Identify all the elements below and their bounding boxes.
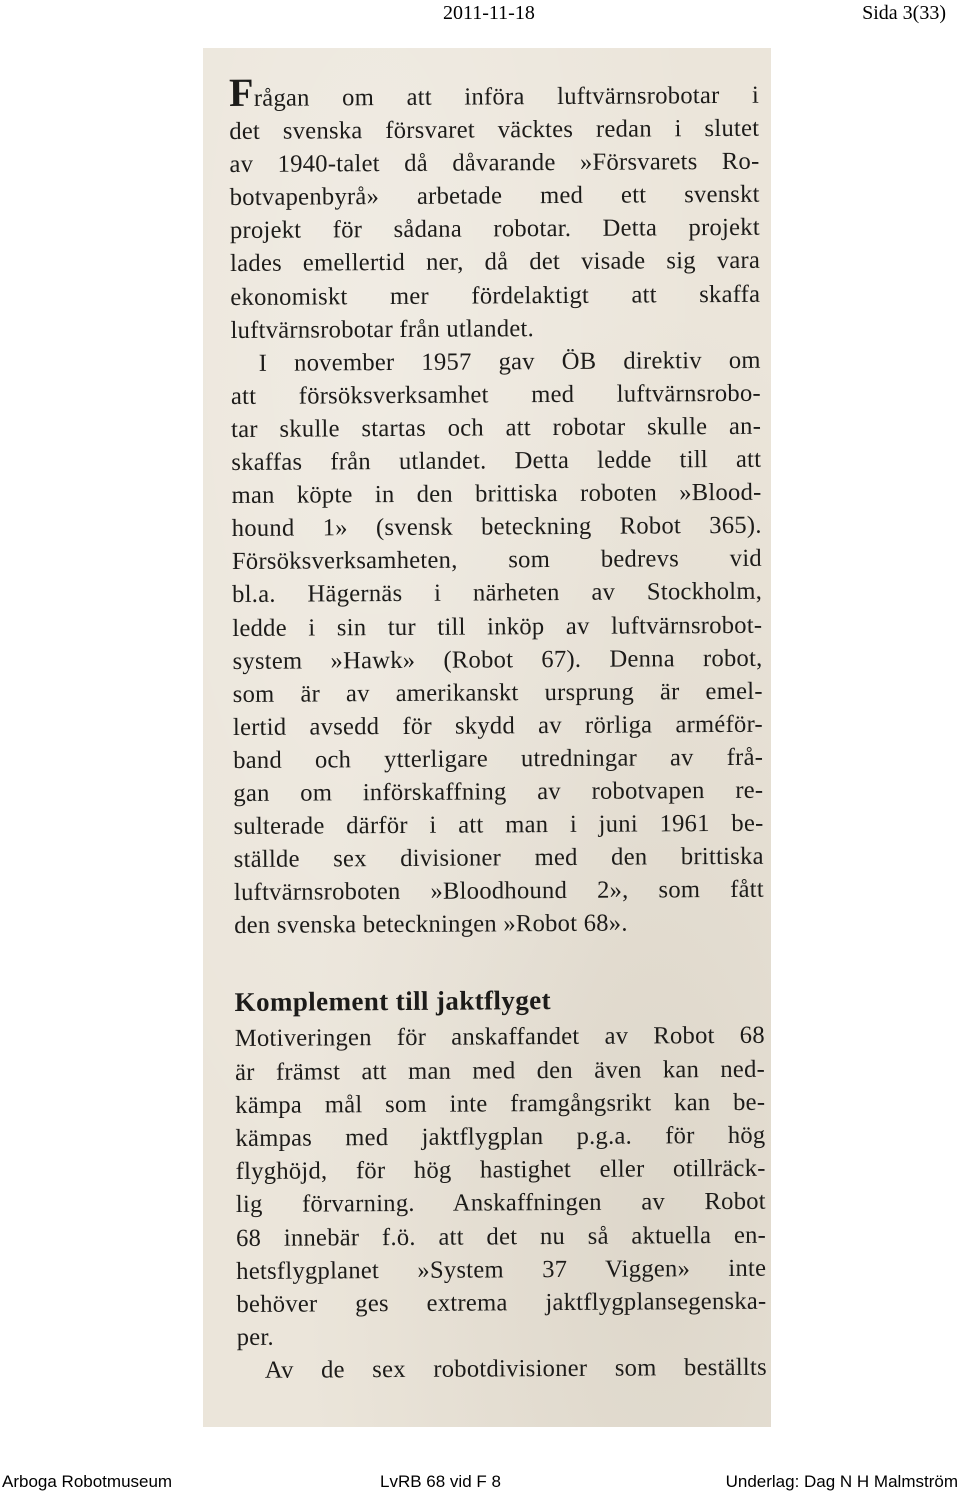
article-line: tar skulle startas och att robotar skulle an-: [231, 412, 762, 443]
article-line: kämpa mål som inte framgångsrikt kan be-: [235, 1088, 766, 1119]
article-line: som är av amerikanskt ursprung är emel-: [232, 677, 763, 708]
header-date: 2011-11-18: [443, 2, 535, 24]
article-line: ekonomiskt mer fördelaktigt att skaffa: [230, 280, 761, 311]
article-line: flyghöjd, för hög hastighet eller otillräck-: [235, 1154, 766, 1186]
footer-center: LvRB 68 vid F 8: [380, 1472, 501, 1491]
article-text: [228, 69, 767, 1388]
article-line: ledde i sin tur till inköp av luftvärnsrobot-: [232, 611, 763, 642]
article-line: luftvärnsroboten »Bloodhound 2», som fått: [233, 875, 765, 907]
drop-cap: F: [228, 69, 254, 115]
article-line: system »Hawk» (Robot 67). Denna robot,: [232, 644, 763, 675]
article-line: man köpte in den brittiska roboten »Blood-: [231, 478, 762, 510]
article-line: bl.a. Hägernäs i närheten av Stockholm,: [232, 578, 763, 609]
article-line: det svenska försvaret väcktes redan i slutet: [229, 114, 760, 146]
article-line: Frågan om att införa luftvärnsrobotar i: [228, 69, 760, 115]
article-line: att försöksverksamhet med luftvärnsrobo-: [230, 379, 761, 410]
header-page-number: Sida 3(33): [862, 2, 946, 24]
article-line: Av de sex robotdivisioner som beställts: [264, 1354, 767, 1385]
article-line: den svenska beteckningen »Robot 68».: [234, 909, 628, 940]
scanned-article-image: [203, 48, 771, 1427]
footer-left: Arboga Robotmuseum: [2, 1472, 173, 1491]
article-line: lertid avsedd för skydd av rörliga arméför-: [232, 710, 764, 741]
article-line: Motiveringen för anskaffandet av Robot 68: [234, 1022, 765, 1053]
article-line: band och ytterligare utredningar av frå-: [233, 743, 764, 774]
article-line: hound 1» (svensk beteckning Robot 365).: [231, 511, 762, 543]
article-line: är främst att man med den även kan ned-: [234, 1055, 766, 1086]
article-line: lig förvarning. Anskaffningen av Robot: [235, 1188, 766, 1219]
article-line: luftvärnsrobotar från utlandet.: [230, 314, 535, 344]
article-line: per.: [236, 1323, 274, 1352]
section-heading: Komplement till jaktflyget: [234, 985, 552, 1018]
article-line: botvapenbyrå» arbetade med ett svenskt: [229, 181, 760, 212]
article-line: ställde sex divisioner med den brittiska: [233, 842, 764, 874]
article-line: sulterade därför i att man i juni 1961 be-: [233, 809, 764, 841]
article-line: I november 1957 gav ÖB direktiv om: [258, 346, 761, 377]
article-line: behöver ges extrema jaktflygplansegenska-: [236, 1287, 767, 1318]
article-line: lades emellertid ner, då det visade sig vara: [230, 247, 761, 278]
article-line: av 1940-talet då dåvarande »Försvarets Ro-: [229, 147, 760, 179]
article-line: hetsflygplanet »System 37 Viggen» inte: [236, 1254, 767, 1285]
article-line: kämpas med jaktflygplan p.g.a. för hög: [235, 1121, 766, 1152]
page-footer: [0, 1472, 960, 1494]
article-line: 68 innebär f.ö. att det nu så aktuella en-: [235, 1221, 767, 1252]
article-line: skaffas från utlandet. Detta ledde till att: [231, 445, 762, 477]
article-line: gan om införskaffning av robotvapen re-: [233, 776, 764, 807]
footer-right: Underlag: Dag N H Malmström: [725, 1472, 958, 1491]
article-line: Försöksverksamheten, som bedrevs vid: [231, 545, 763, 576]
article-line: projekt för sådana robotar. Detta projekt: [229, 214, 760, 245]
